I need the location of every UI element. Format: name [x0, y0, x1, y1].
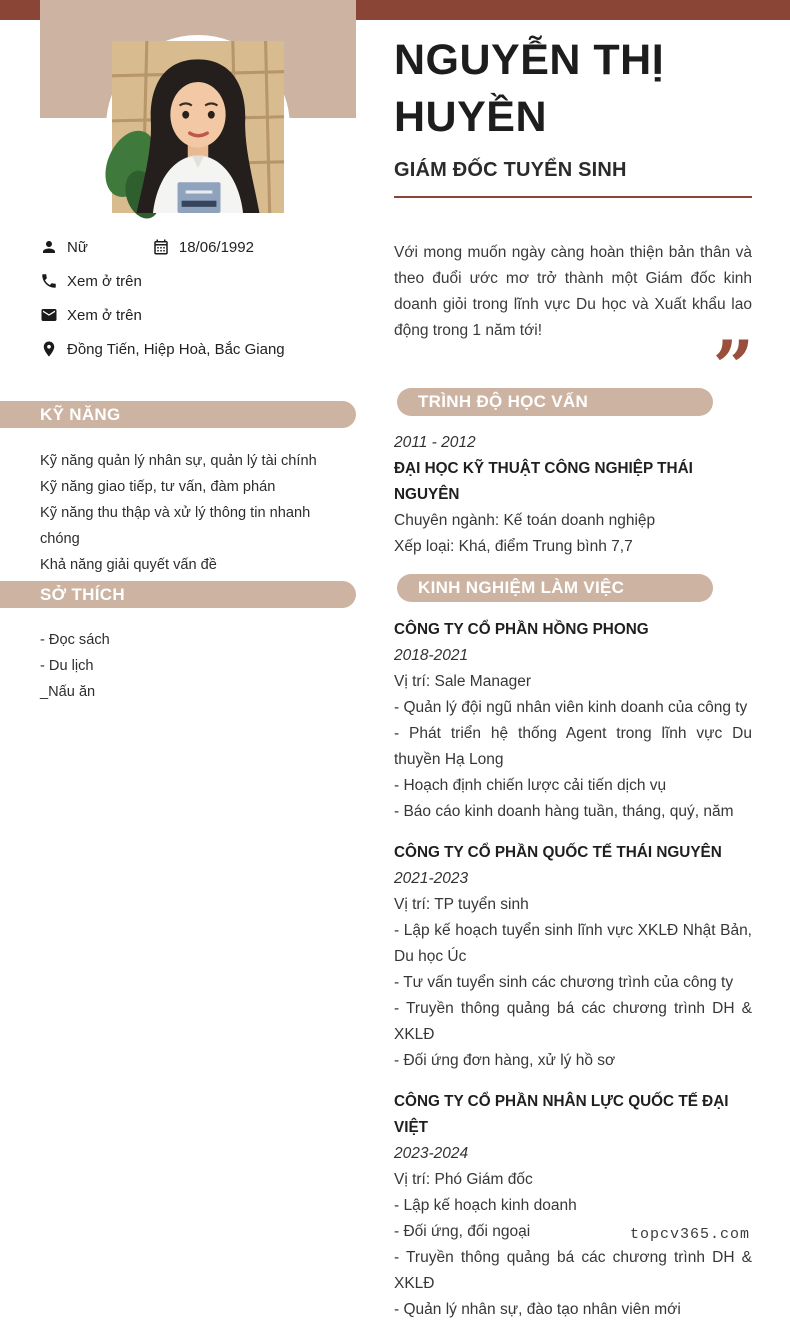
hobbies-list [40, 627, 350, 705]
candidate-title: GIÁM ĐỐC TUYỂN SINH [394, 159, 627, 181]
duty-item: - Đối ứng đơn hàng, xử lý hồ sơ [394, 1052, 616, 1069]
duty-item: - Quản lý nhân sự, đào tạo nhân viên mới [394, 1301, 681, 1318]
job-duties [394, 918, 752, 1074]
portrait-illustration [112, 41, 284, 213]
email-value: Xem ở trên [67, 306, 142, 324]
duty-item: - Quản lý đội ngũ nhân viên kinh doanh của công ty [394, 699, 748, 716]
duty-item: - Truyền thông quảng bá các chương trình DH & XKLĐ [394, 1000, 752, 1043]
info-row-gender-birthday [0, 230, 356, 264]
address-value: Đồng Tiến, Hiệp Hoà, Bắc Giang [67, 340, 285, 358]
mail-icon [40, 306, 58, 324]
education-major: Chuyên ngành: Kế toán doanh nghiệp [394, 512, 656, 529]
education-school: ĐẠI HỌC KỸ THUẬT CÔNG NGHIỆP THÁI NGUYÊN [394, 460, 693, 503]
job-entry [394, 1089, 752, 1323]
personal-info [0, 230, 356, 366]
job-entry [394, 840, 752, 1074]
job-company: CÔNG TY CỔ PHẦN NHÂN LỰC QUỐC TẾ ĐẠI VIỆT [394, 1093, 729, 1136]
career-objective: Với mong muốn ngày càng hoàn thiện bản thân và theo đuổi ước mơ trở thành một Giám đốc kinh doanh giỏi trong lĩnh vực Du học và Xuất khẩu lao động trong 1 năm tới! [394, 244, 752, 339]
education-grade: Xếp loại: Khá, điểm Trung bình 7,7 [394, 538, 633, 555]
hobby-item: - Du lịch [40, 658, 94, 674]
info-row-phone [0, 264, 356, 298]
info-row-email [0, 298, 356, 332]
skill-item: Khả năng giải quyết vấn đề [40, 557, 217, 573]
skill-item: Kỹ năng quản lý nhân sự, quản lý tài chính [40, 453, 317, 469]
job-duties [394, 695, 752, 825]
calendar-icon [152, 238, 170, 256]
job-period: 2021-2023 [394, 870, 469, 887]
job-company: CÔNG TY CỔ PHẦN QUỐC TẾ THÁI NGUYÊN [394, 844, 722, 861]
hobby-item: - Đọc sách [40, 632, 110, 648]
skill-item: Kỹ năng giao tiếp, tư vấn, đàm phán [40, 479, 276, 495]
job-company: CÔNG TY CỔ PHẦN HỒNG PHONG [394, 621, 649, 638]
duty-item: - Hoạch định chiến lược cải tiến dịch vụ [394, 777, 667, 794]
skills-list [40, 448, 350, 578]
experience-section-header: KINH NGHIỆM LÀM VIỆC [397, 574, 713, 602]
job-period: 2023-2024 [394, 1145, 469, 1162]
person-icon [40, 238, 58, 256]
education-period: 2011 - 2012 [394, 434, 476, 451]
gender-value: Nữ [67, 238, 88, 256]
phone-icon [40, 272, 58, 290]
main-column [394, 0, 752, 1323]
duty-item: - Lập kế hoạch kinh doanh [394, 1197, 577, 1214]
closing-quote-icon: ” [712, 324, 752, 409]
job-position: Vị trí: Phó Giám đốc [394, 1171, 533, 1188]
job-position: Vị trí: Sale Manager [394, 673, 531, 690]
profile-photo [106, 35, 290, 219]
birthday-value: 18/06/1992 [178, 238, 254, 256]
duty-item: - Báo cáo kinh doanh hàng tuần, tháng, quý, năm [394, 803, 734, 820]
skills-section-header: KỸ NĂNG [0, 401, 356, 428]
location-pin-icon [40, 340, 58, 358]
duty-item: - Lập kế hoạch tuyển sinh lĩnh vực XKLĐ Nhật Bản, Du học Úc [394, 922, 752, 965]
title-divider [394, 196, 752, 198]
duty-item: - Phát triển hệ thống Agent trong lĩnh vực Du thuyền Hạ Long [394, 725, 752, 768]
duty-item: - Truyền thông quảng bá các chương trình DH & XKLĐ [394, 1249, 752, 1292]
job-entry [394, 617, 752, 825]
duty-item: - Đối ứng, đối ngoại [394, 1223, 531, 1240]
site-watermark: topcv365.com [629, 1226, 750, 1243]
education-entry [394, 430, 752, 560]
job-position: Vị trí: TP tuyển sinh [394, 896, 529, 913]
job-duties [394, 1193, 752, 1323]
hobby-item: _Nấu ăn [40, 684, 96, 700]
phone-value: Xem ở trên [67, 272, 142, 290]
skill-item: Kỹ năng thu thập và xử lý thông tin nhanh chóng [40, 505, 311, 547]
candidate-name: NGUYỄN THỊ HUYỀN [394, 36, 665, 141]
job-period: 2018-2021 [394, 647, 469, 664]
duty-item: - Tư vấn tuyển sinh các chương trình của công ty [394, 974, 734, 991]
info-row-address [0, 332, 356, 366]
hobbies-section-header: SỞ THÍCH [0, 581, 356, 608]
education-section-header: TRÌNH ĐỘ HỌC VẤN [397, 388, 713, 416]
